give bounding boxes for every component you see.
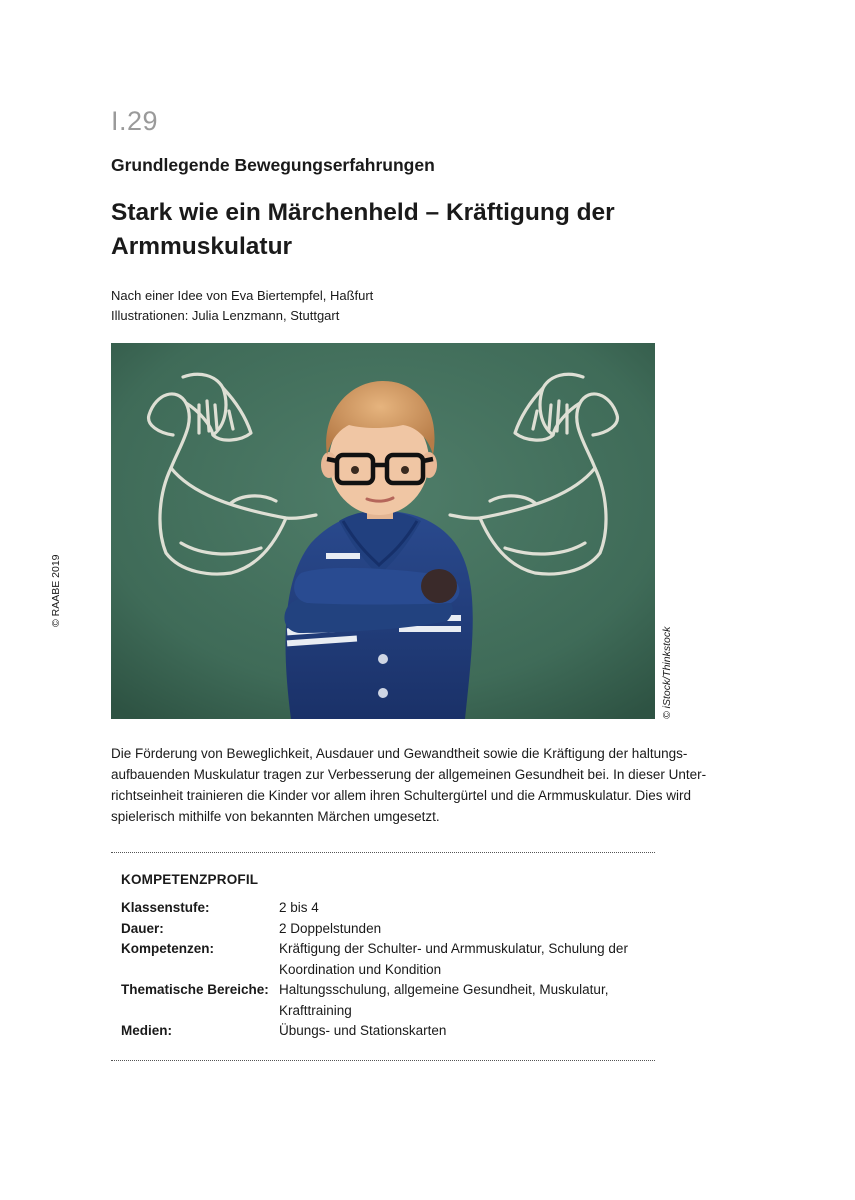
profile-value-line: 2 Doppelstunden [279, 920, 382, 936]
competence-profile-heading: KOMPETENZPROFIL [121, 872, 259, 887]
intro-line: Die Förderung von Beweglichkeit, Ausdauer und Gewandtheit sowie die Kräftigung der haltungs- [111, 746, 688, 761]
category-heading: Grundlegende Bewegungserfahrungen [111, 155, 435, 175]
profile-label: Thematische Bereiche: [121, 982, 269, 997]
profile-row [121, 980, 641, 1021]
profile-row [121, 939, 641, 980]
profile-label: Dauer: [121, 920, 164, 936]
page-title-line: Stark wie ein Märchenheld – Kräftigung der [111, 199, 615, 226]
profile-row [121, 898, 641, 919]
divider [111, 1060, 655, 1061]
profile-value [279, 939, 641, 980]
page-title-line: Armmuskulatur [111, 233, 293, 260]
photo-credit: © iStock/Thinkstock [661, 626, 673, 719]
intro-line: spielerisch mithilfe von bekannten Märchen umgesetzt. [111, 809, 440, 824]
profile-row [121, 1021, 641, 1042]
author-credit: Nach einer Idee von Eva Biertempfel, Haßfurt [111, 288, 374, 303]
divider [111, 852, 655, 853]
profile-value-line: Kräftigung der Schulter- und Armmuskulatur, Schulung der [279, 941, 628, 956]
copyright-notice: © RAABE 2019 [50, 554, 62, 627]
profile-value-line: 2 bis 4 [279, 900, 319, 915]
profile-value-line: Haltungsschulung, allgemeine Gesundheit, Muskulatur, [279, 982, 609, 997]
profile-value [279, 980, 641, 1021]
profile-value [279, 1021, 641, 1042]
profile-label: Klassenstufe: [121, 900, 210, 915]
intro-line: richtseinheit trainieren die Kinder vor allem ihren Schultergürtel und die Armmuskulatur. Dies wird [111, 788, 692, 803]
page-title [111, 196, 671, 264]
intro-paragraph [111, 743, 707, 827]
cover-photo [111, 343, 655, 719]
profile-label: Medien: [121, 1023, 173, 1038]
profile-value-line: Übungs- und Stationskarten [279, 1023, 447, 1038]
illustrator-credit: Illustrationen: Julia Lenzmann, Stuttgart [111, 308, 340, 323]
profile-label: Kompetenzen: [121, 941, 215, 956]
profile-value [279, 919, 641, 940]
profile-value [279, 898, 641, 919]
profile-value-line: Koordination und Kondition [279, 961, 442, 977]
section-number: I.29 [111, 106, 159, 136]
competence-profile-table [121, 898, 641, 1042]
profile-row [121, 919, 641, 940]
intro-line: aufbauenden Muskulatur tragen zur Verbesserung der allgemeinen Gesundheit bei. In dieser Unter- [111, 767, 707, 782]
profile-value-line: Krafttraining [279, 1002, 352, 1018]
